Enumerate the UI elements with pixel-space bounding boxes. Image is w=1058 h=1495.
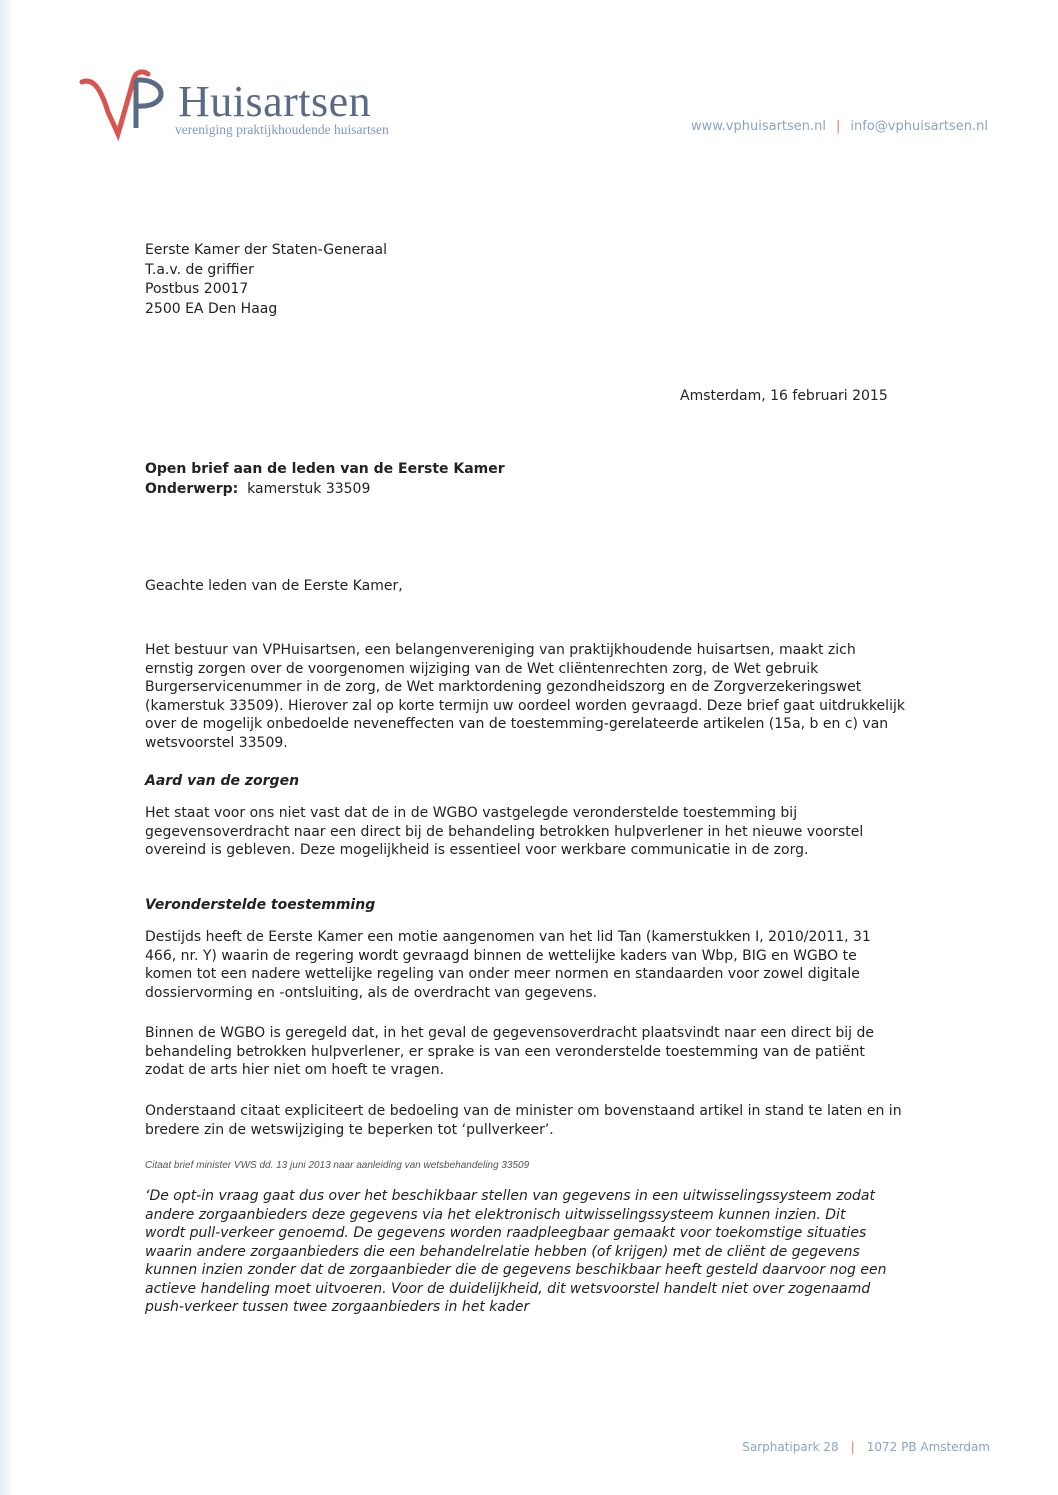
recipient-address: [145, 241, 387, 319]
letter-date: Amsterdam, 16 februari 2015: [680, 388, 888, 404]
scan-edge: [0, 0, 14, 1495]
footer-separator: |: [850, 1440, 855, 1454]
footer-street: Sarphatipark 28: [742, 1440, 839, 1454]
address-line: Eerste Kamer der Staten-Generaal: [145, 242, 387, 258]
address-line: T.a.v. de griffier: [145, 261, 254, 278]
logo-name: Huisartsen: [178, 77, 372, 126]
paragraph-aard: Het staat voor ons niet vast dat de in de WGBO vastgelegde veronderstelde toestemming bij gegevensoverdracht naar een direct bij de behandeling betrokken hulpverlener in het nieuwe voorstel overeind is gebleven. Deze mogelijkheid is essentieel voor werkbare communicatie in de zorg.: [145, 805, 864, 858]
website-link[interactable]: www.vphuisartsen.nl: [690, 119, 827, 134]
logo-subtitle: vereniging praktijkhoudende huisartsen: [175, 122, 389, 137]
paragraph-motie: Destijds heeft de Eerste Kamer een motie aangenomen van het lid Tan (kamerstukken I, 2010/2011, 31 466, nr. Y) waarin de regering wordt gevraagd binnen de wettelijke kaders van Wbp, BIG en WGBO te komen tot een nadere wettelijke regeling van onder meer normen en standaarden voor zowel digitale dossiervorming en -ontsluiting, als de overdracht van gegevens.: [145, 929, 871, 1001]
email-link[interactable]: info@vphuisartsen.nl: [850, 119, 988, 134]
subject-block: [145, 459, 505, 499]
header-contact: [691, 119, 988, 134]
minister-quote: ‘De opt-in vraag gaat dus over het beschikbaar stellen van gegevens in een uitwisselingssysteem zodat andere zorgaanbieders deze gegevens via het elektronisch uitwisselingssysteem kunnen inzien. Dit wordt pull-verkeer genoemd. De gegevens worden raadpleegbaar gemaakt voor toekomstige situaties waarin andere zorgaanbieders die een behandelrelatie hebben (of krijgen) met de cliënt de gegevens kunnen inzien zonder dat de zorgaanbieder die de gegevens beschikbaar heeft gesteld daarvoor nog een actieve handeling moet uitvoeren. Voor de duidelijkheid, dit wetsvoorstel handelt niet over zogenaamd push-verkeer tussen twee zorgaanbieders in het kader: [145, 1188, 887, 1315]
heading-aard: Aard van de zorgen: [145, 773, 300, 789]
contact-separator: |: [836, 119, 841, 134]
address-line: Postbus 20017: [145, 281, 249, 297]
salutation: Geachte leden van de Eerste Kamer,: [145, 578, 403, 594]
vp-logo-mark: [78, 64, 178, 144]
address-line: 2500 EA Den Haag: [145, 300, 278, 317]
letter-title: Open brief aan de leden van de Eerste Kamer: [145, 461, 505, 477]
quote-caption: Citaat brief minister VWS dd. 13 juni 2013 naar aanleiding van wetsbehandeling 33509: [145, 1160, 530, 1171]
vp-huisartsen-logo: [78, 64, 418, 144]
paragraph-citaat-intro: Onderstaand citaat expliciteert de bedoeling van de minister om bovenstaand artikel in stand te laten en in bredere zin de wetswijziging te beperken tot ‘pullverkeer’.: [145, 1103, 902, 1138]
subject-value: kamerstuk 33509: [247, 481, 371, 497]
subject-label: Onderwerp:: [145, 481, 239, 497]
paragraph-wgbo: Binnen de WGBO is geregeld dat, in het geval de gegevensoverdracht plaatsvindt naar een direct bij de behandeling betrokken hulpverlener, er sprake is van een veronderstelde toestemming van de patiënt zodat de arts hier niet om hoeft te vragen.: [145, 1025, 874, 1078]
footer-address: [742, 1440, 990, 1454]
heading-toestemming: Veronderstelde toestemming: [145, 897, 376, 913]
footer-city: 1072 PB Amsterdam: [866, 1440, 990, 1454]
intro-paragraph: Het bestuur van VPHuisartsen, een belangenvereniging van praktijkhoudende huisartsen, maakt zich ernstig zorgen over de voorgenomen wijziging van de Wet cliëntenrechten zorg, de Wet gebruik Burgerservicenummer in de zorg, de Wet marktordening gezondheidszorg en de Zorgverzekeringswet (kamerstuk 33509). Hierover zal op korte termijn uw oordeel worden gevraagd. Deze brief gaat uitdrukkelijk over de mogelijk onbedoelde neveneffecten van de toestemming-gerelateerde artikelen (15a, b en c) van wetsvoorstel 33509.: [145, 642, 905, 751]
